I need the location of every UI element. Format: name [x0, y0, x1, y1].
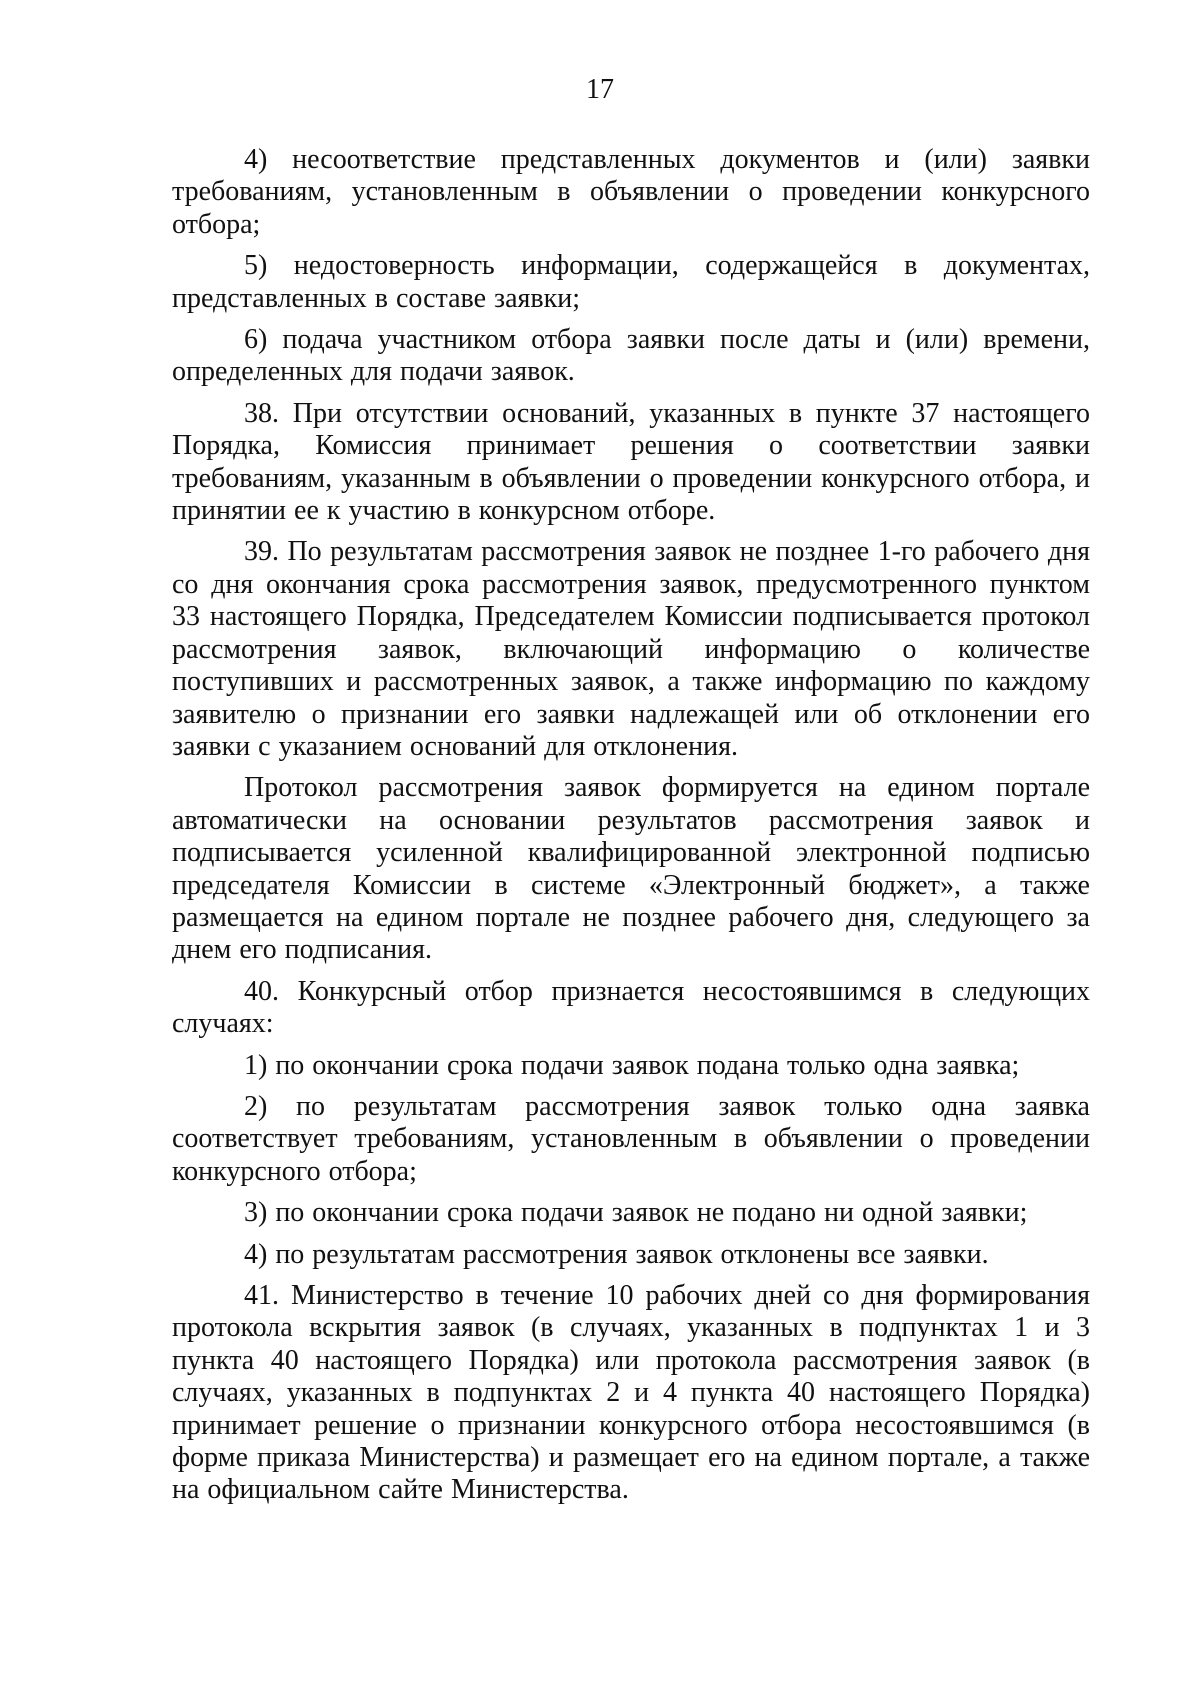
paragraph-item-40-sub-4: 4) по результатам рассмотрения заявок отклонены все заявки. [244, 1238, 989, 1270]
paragraph-item-41: 41. Министерство в течение 10 рабочих дней со дня формирования протокола вскрытия заявок (в случаях, указанных в подпунктах 1 и 3 пункта 40 настоящего Порядка) или протокола рассмотрения заявок (в случаях, указанных в подпунктах 2 и 4 пункта 40 настоящего Порядка) принимает решение о признании конкурсного отбора несостоявшимся (в форме приказа Министерства) и размещает его на едином портале, а также на официальном сайте Министерства. [172, 1280, 1090, 1506]
paragraph-subitem-5: 5) недостоверность информации, содержащейся в документах, представленных в составе заявки; [172, 250, 1090, 314]
paragraph-subitem-4: 4) несоответствие представленных документов и (или) заявки требованиям, установленным в объявлении о проведении конкурсного отбора; [172, 144, 1090, 240]
paragraph-item-40-sub-2: 2) по результатам рассмотрения заявок только одна заявка соответствует требованиям, установленным в объявлении о проведении конкурсного отбора; [172, 1090, 1090, 1187]
paragraph-item-39: 39. По результатам рассмотрения заявок не позднее 1-го рабочего дня со дня окончания срока рассмотрения заявок, предусмотренного пунктом 33 настоящего Порядка, Председателем Комиссии подписывается протокол рассмотрения заявок, включающий информацию о количестве поступивших и рассмотренных заявок, а также информацию по каждому заявителю о признании его заявки надлежащей или об отклонении его заявки с указанием оснований для отклонения. [172, 536, 1090, 762]
paragraph-item-40-sub-1: 1) по окончании срока подачи заявок подана только одна заявка; [244, 1049, 1020, 1081]
paragraph-item-40: 40. Конкурсный отбор признается несостоявшимся в следующих случаях: [172, 975, 1090, 1040]
paragraph-protocol: Протокол рассмотрения заявок формируется на едином портале автоматически на основании результатов рассмотрения заявок и подписывается усиленной квалифицированной электронной подписью председателя Комиссии в системе «Электронный бюджет», а также размещается на едином портале не позднее рабочего дня, следующего за днем его подписания. [172, 772, 1090, 966]
paragraph-subitem-6: 6) подача участником отбора заявки после даты и (или) времени, определенных для подачи заявок. [172, 324, 1090, 388]
document-body [172, 144, 1090, 1516]
paragraph-item-38: 38. При отсутствии оснований, указанных в пункте 37 настоящего Порядка, Комиссия принимает решения о соответствии заявки требованиям, указанным в объявлении о проведении конкурсного отбора, и принятии ее к участию в конкурсном отборе. [172, 397, 1090, 527]
page-number: 17 [586, 74, 614, 105]
paragraph-item-40-sub-3: 3) по окончании срока подачи заявок не подано ни одной заявки; [244, 1197, 1028, 1229]
